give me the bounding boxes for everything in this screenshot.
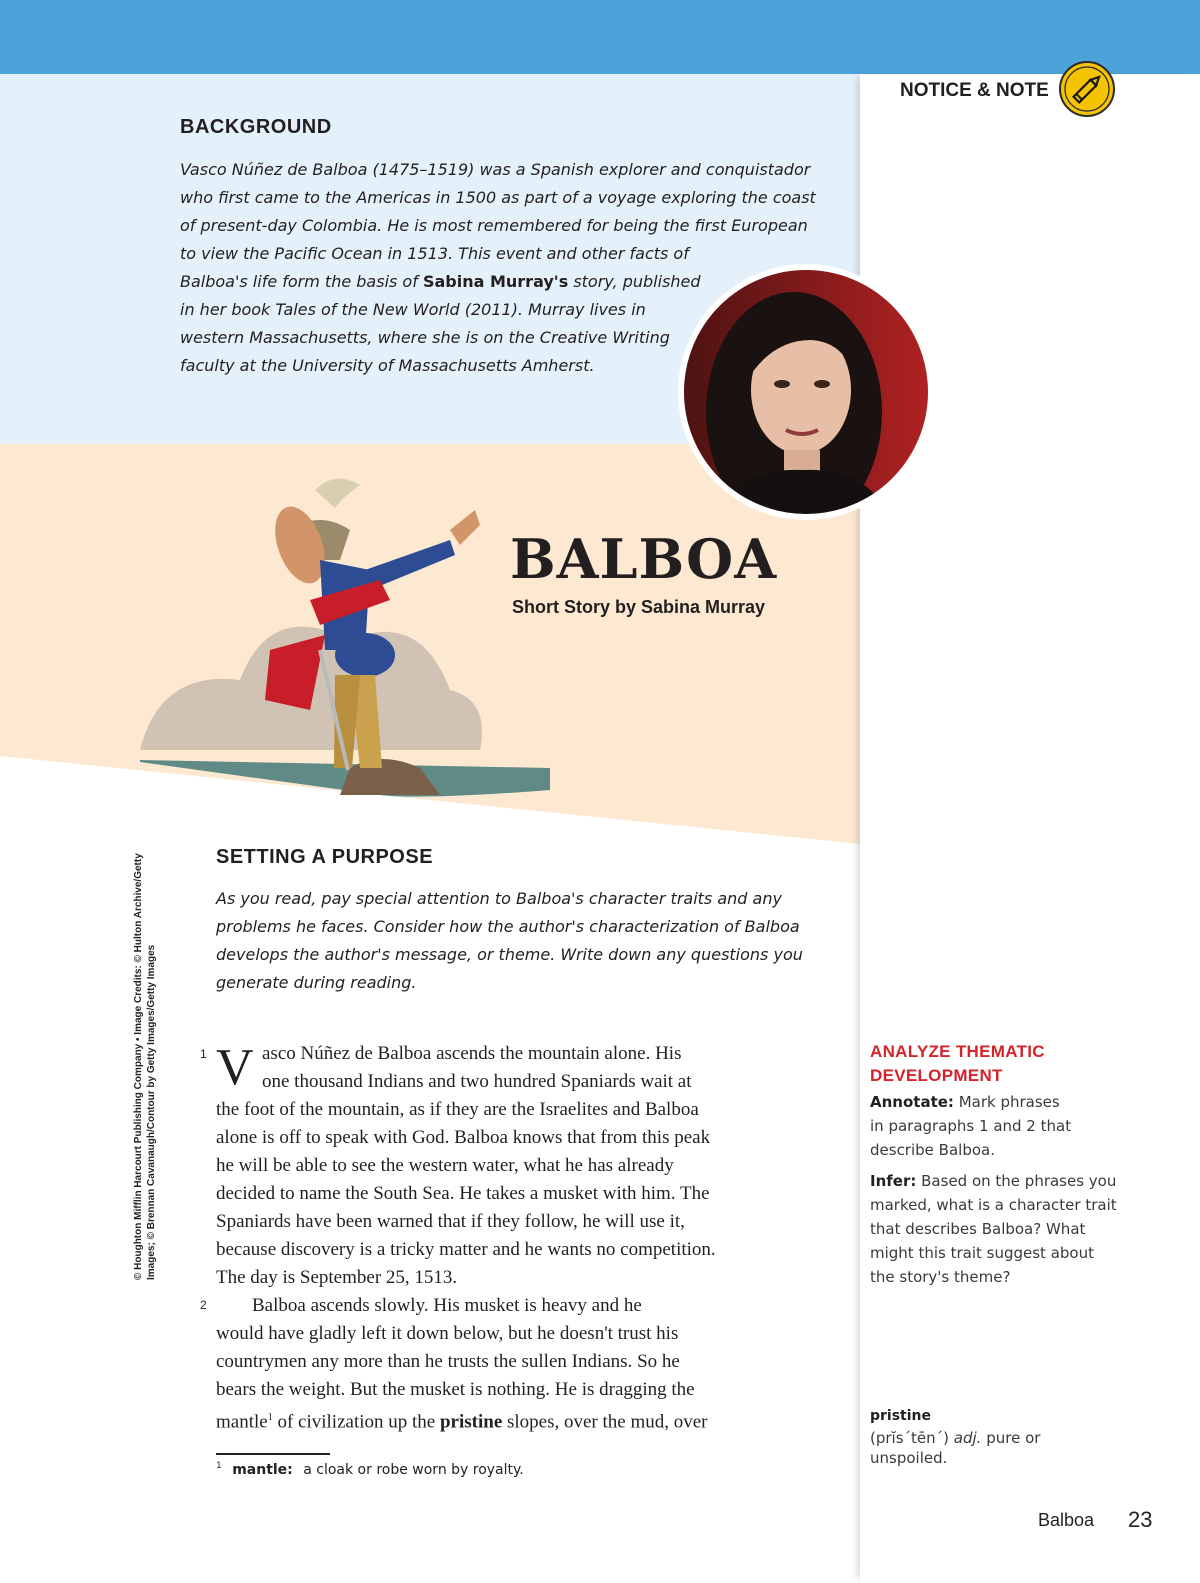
purpose-line: generate during reading. <box>216 973 417 992</box>
background-line: in her book Tales of the New World (2011). Murray lives in <box>180 300 646 319</box>
story-line: mantle$^1$ of civilization up the pristine slopes, over the mud, over <box>216 1411 708 1433</box>
vocab-pronunciation: (prĭs´tēn´) <box>870 1429 949 1447</box>
vocab-highlight[interactable]: pristine <box>439 1411 503 1433</box>
drop-cap: V <box>216 1039 254 1096</box>
top-banner <box>0 0 1200 74</box>
story-line: Spaniards have been warned that if they follow, he will use it, <box>216 1211 685 1232</box>
story-line: he will be able to see the western water, what he has already <box>216 1155 674 1176</box>
balboa-illustration <box>120 450 550 830</box>
story-paragraph-2 <box>216 1292 806 1436</box>
story-line: alone is off to speak with God. Balboa knows that from this peak <box>216 1127 711 1148</box>
image-credit: © Houghton Mifflin Harcourt Publishing Company • Image Credits: © Hulton Archive/Getty Images; © Brennan Cavanaugh/Contour by Getty Images/Getty Images <box>133 853 157 1280</box>
notice-note-label: NOTICE & NOTE <box>900 80 1049 101</box>
paragraph-number: 1 <box>200 1047 207 1061</box>
footnote-number: 1 <box>216 1461 222 1471</box>
paragraph-number: 2 <box>200 1298 207 1312</box>
purpose-line: problems he faces. Consider how the author's characterization of Balboa <box>216 917 800 936</box>
background-line: Vasco Núñez de Balboa (1475–1519) was a Spanish explorer and conquistador <box>180 160 811 179</box>
infer-instruction: Infer: Based on the phrases you marked, what is a character trait that describes Balboa? What might this trait suggest about the story's theme? <box>870 1172 1117 1286</box>
page-number: 23 <box>1128 1507 1153 1532</box>
footnote-marker: 1 <box>267 1412 273 1423</box>
running-footer-title: Balboa <box>1038 1510 1095 1530</box>
purpose-line: As you read, pay special attention to Balboa's character traits and any <box>216 889 782 908</box>
footnote-text: a cloak or robe worn by royalty. <box>303 1461 524 1478</box>
background-line: who first came to the Americas in 1500 as part of a voyage exploring the coast <box>180 188 816 207</box>
purpose-line: develops the author's message, or theme. Write down any questions you <box>216 945 803 964</box>
author-portrait <box>676 262 936 522</box>
footnote <box>216 1461 524 1478</box>
footnoted-word: mantle <box>216 1411 268 1433</box>
story-title: BALBOA <box>510 527 778 591</box>
vocab-definition: (prĭs´tēn´) adj. pure or unspoiled. <box>870 1429 1041 1467</box>
story-line: one thousand Indians and two hundred Spaniards wait at <box>262 1071 692 1092</box>
story-line: The day is September 25, 1513. <box>216 1267 458 1288</box>
annotate-label: Annotate: <box>870 1093 954 1111</box>
vocab-part-of-speech: adj. <box>953 1429 982 1447</box>
footnote-term: mantle: <box>232 1461 293 1478</box>
story-line: because discovery is a tricky matter and he wants no competition. <box>216 1239 716 1260</box>
story-line: bears the weight. But the musket is nothing. He is dragging the <box>216 1379 695 1400</box>
purpose-heading: SETTING A PURPOSE <box>216 846 434 868</box>
story-line: asco Núñez de Balboa ascends the mountain alone. His <box>262 1043 682 1064</box>
background-heading: BACKGROUND <box>180 116 332 138</box>
pencil-icon <box>1058 60 1116 118</box>
story-line: decided to name the South Sea. He takes a musket with him. The <box>216 1183 710 1204</box>
infer-label: Infer: <box>870 1172 917 1190</box>
background-line: faculty at the University of Massachusetts Amherst. <box>180 356 595 375</box>
purpose-paragraph <box>216 885 816 997</box>
author-name: Sabina Murray's <box>422 272 569 291</box>
story-subtitle: Short Story by Sabina Murray <box>512 597 766 617</box>
background-line: western Massachusetts, where she is on the Creative Writing <box>180 328 670 347</box>
story-paragraph-1 <box>216 1040 806 1292</box>
story-line: would have gladly left it down below, but he doesn't trust his <box>216 1323 679 1344</box>
background-line: of present-day Colombia. He is most remembered for being the first European <box>180 216 808 235</box>
vocab-word: pristine <box>870 1408 932 1424</box>
background-line: to view the Pacific Ocean in 1513. This event and other facts of <box>180 244 689 263</box>
annotate-instruction: Annotate: Mark phrases in paragraphs 1 and 2 that describe Balboa. <box>870 1093 1072 1159</box>
story-line: the foot of the mountain, as if they are the Israelites and Balboa <box>216 1099 699 1120</box>
footnote-rule <box>216 1453 330 1455</box>
story-line: Balboa ascends slowly. His musket is heavy and he <box>252 1295 642 1316</box>
sidebar-heading: ANALYZE THEMATIC DEVELOPMENT <box>870 1042 1045 1085</box>
story-line: countrymen any more than he trusts the sullen Indians. So he <box>216 1351 680 1372</box>
background-line: Balboa's life form the basis of Sabina Murray's story, published <box>180 272 701 291</box>
